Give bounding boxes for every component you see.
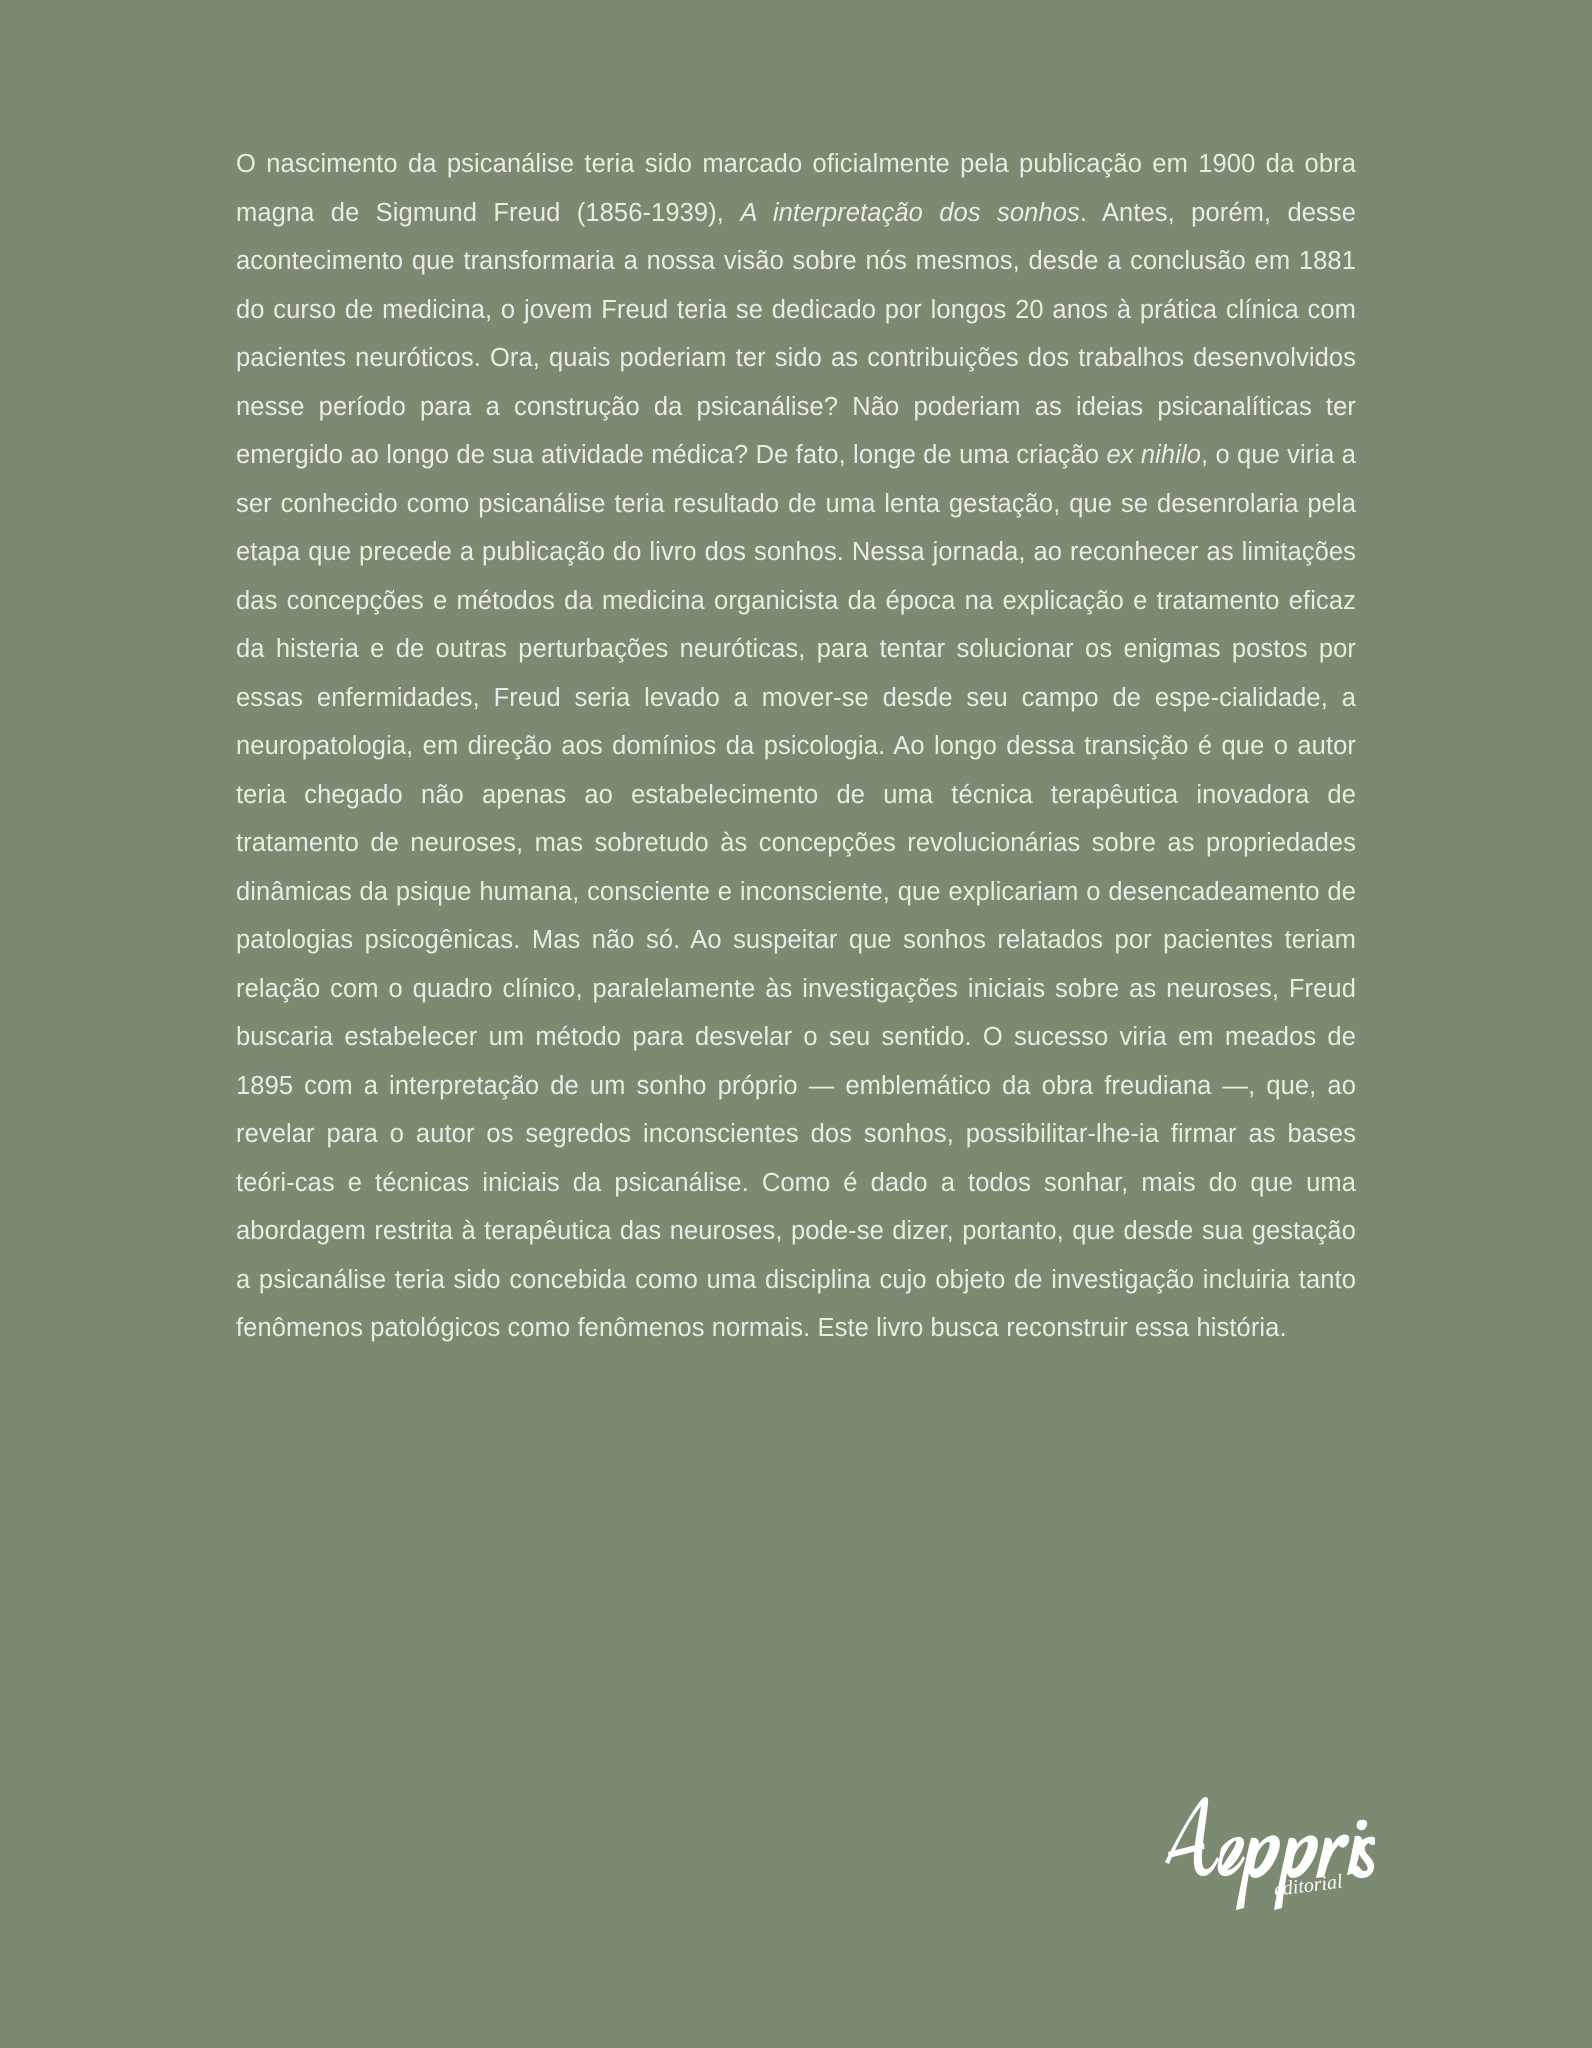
appris-logo [1155, 1790, 1375, 1920]
back-cover-blurb [236, 140, 1356, 1353]
appris-tagline: editorial [1272, 1870, 1344, 1901]
appris-logo-mark [1155, 1790, 1375, 1920]
blurb-paragraph: O nascimento da psicanálise teria sido marcado oficialmente pela publicação em 1900 da obra magna de Sigmund Freud (1856-1939), A interpretação dos sonhos. Antes, porém, desse acontecimento que transformaria a nossa visão sobre nós mesmos, desde a conclusão em 1881 do curso de medicina, o jovem Freud teria se dedicado por longos 20 anos à prática clínica com pacientes neuróticos. Ora, quais poderiam ter sido as contribuições dos trabalhos desenvolvidos nesse período para a construção da psicanálise? Não poderiam as ideias psicanalíticas ter emergido ao longo de sua atividade médica? De fato, longe de uma criação ex nihilo, o que viria a ser conhecido como psicanálise teria resultado de uma lenta gestação, que se desenrolaria pela etapa que precede a publicação do livro dos sonhos. Nessa jornada, ao reconhecer as limitações das concepções e métodos da medicina organicista da época na explicação e tratamento eficaz da histeria e de outras perturbações neuróticas, para tentar solucionar os enigmas postos por essas enfermidades, Freud seria levado a mover-se desde seu campo de espe-cialidade, a neuropatologia, em direção aos domínios da psicologia. Ao longo dessa transição é que o autor teria chegado não apenas ao estabelecimento de uma técnica terapêutica inovadora de tratamento de neuroses, mas sobretudo às concepções revolucionárias sobre as propriedades dinâmicas da psique humana, consciente e inconsciente, que explicariam o desencadeamento de patologias psicogênicas. Mas não só. Ao suspeitar que sonhos relatados por pacientes teriam relação com o quadro clínico, paralelamente às investigações iniciais sobre as neuroses, Freud buscaria estabelecer um método para desvelar o seu sentido. O sucesso viria em meados de 1895 com a interpretação de um sonho próprio — emblemático da obra freudiana —, que, ao revelar para o autor os segredos inconscientes dos sonhos, possibilitar-lhe-ia firmar as bases teóri-cas e técnicas iniciais da psicanálise. Como é dado a todos sonhar, mais do que uma abordagem restrita à terapêutica das neuroses, pode-se dizer, portanto, que desde sua gestação a psicanálise teria sido concebida como uma disciplina cujo objeto de investigação incluiria tanto fenômenos patológicos como fenômenos normais. Este livro busca reconstruir essa história. [236, 150, 1356, 1342]
